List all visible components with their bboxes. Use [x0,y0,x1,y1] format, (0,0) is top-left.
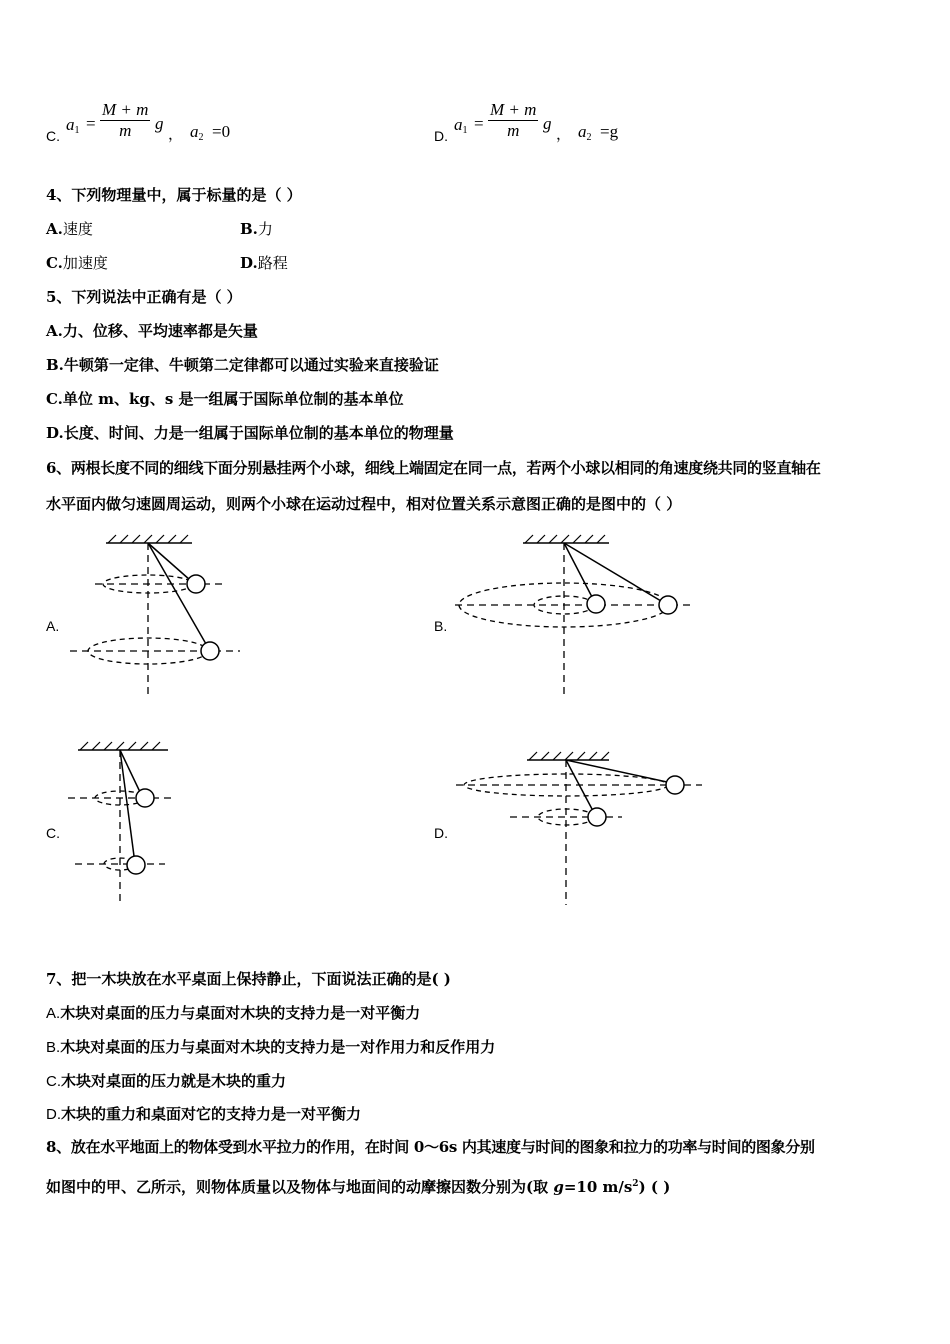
formula-rhs: =0 [212,122,231,141]
q7-option-c: C.木块对桌面的压力就是木块的重力 [46,1072,287,1090]
q7-option-d: D.木块的重力和桌面对它的支持力是一对平衡力 [46,1105,362,1123]
q4-option-d: D.路程 [240,254,288,272]
q5-option-d: D.长度、时间、力是一组属于国际单位制的基本单位的物理量 [46,424,454,442]
fraction-denominator: m [507,121,520,140]
formula-g: g [543,114,552,133]
q4-stem: 4、下列物理量中，属于标量的是（ ） [46,186,302,204]
option-letter: D. [434,128,448,144]
formula-equals: = [474,114,484,133]
q5-stem: 5、下列说法中正确有是（ ） [46,288,242,306]
fraction-denominator: m [119,121,132,140]
q7-option-b: B.木块对桌面的压力与桌面对木块的支持力是一对作用力和反作用力 [46,1038,496,1056]
q7-option-a: A.木块对桌面的压力与桌面对木块的支持力是一对平衡力 [46,1004,421,1022]
formula-a2: $a_2$ [190,122,204,143]
formula-a1: $a_1$ [66,115,80,136]
q4-option-b: B.力 [240,220,273,238]
q8-stem-line1: 8、放在水平地面上的物体受到水平拉力的作用，在时间 0～6s 内其速度与时间的图象和拉力的功率与时间的图象分别 [46,1138,815,1156]
formula-equals: = [86,114,96,133]
q5-option-a: A.力、位移、平均速率都是矢量 [46,322,258,340]
diagram-label-d: D. [434,825,448,841]
fraction-numerator: M + m [102,100,149,119]
q5-option-b: B.牛顿第一定律、牛顿第二定律都可以通过实验来直接验证 [46,356,439,374]
q6-stem-line2: 水平面内做匀速圆周运动，则两个小球在运动过程中，相对位置关系示意图正确的是图中的（ ） [46,495,682,513]
q8-stem-line2: 如图中的甲、乙所示，则物体质量以及物体与地面间的动摩擦因数分别为(取 g=10 $m/s^2$) ( ) [46,1178,671,1196]
q5-option-c: C.单位 m、kg、s 是一组属于国际单位制的基本单位 [46,390,404,408]
q4-option-c: C.加速度 [46,254,108,272]
q7-stem: 7、把一木块放在水平桌面上保持静止，下面说法正确的是( ) [46,970,451,988]
fraction-numerator: M + m [490,100,537,119]
diagram-label-c: C. [46,825,60,841]
formula-rhs: =g [600,122,619,141]
formula-a1: $a_1$ [454,115,468,136]
formula-a2: $a_2$ [578,122,592,143]
option-letter: C. [46,128,60,144]
q4-option-a: A.速度 [46,220,93,238]
diagram-label-a: A. [46,618,60,634]
q6-stem-line1: 6、两根长度不同的细线下面分别悬挂两个小球，细线上端固定在同一点，若两个小球以相同的角速度绕共同的竖直轴在 [46,459,821,477]
formula-separator: ， [168,125,184,143]
formula-separator: ， [556,125,572,143]
formula-g: g [155,114,164,133]
diagram-label-b: B. [434,618,448,634]
